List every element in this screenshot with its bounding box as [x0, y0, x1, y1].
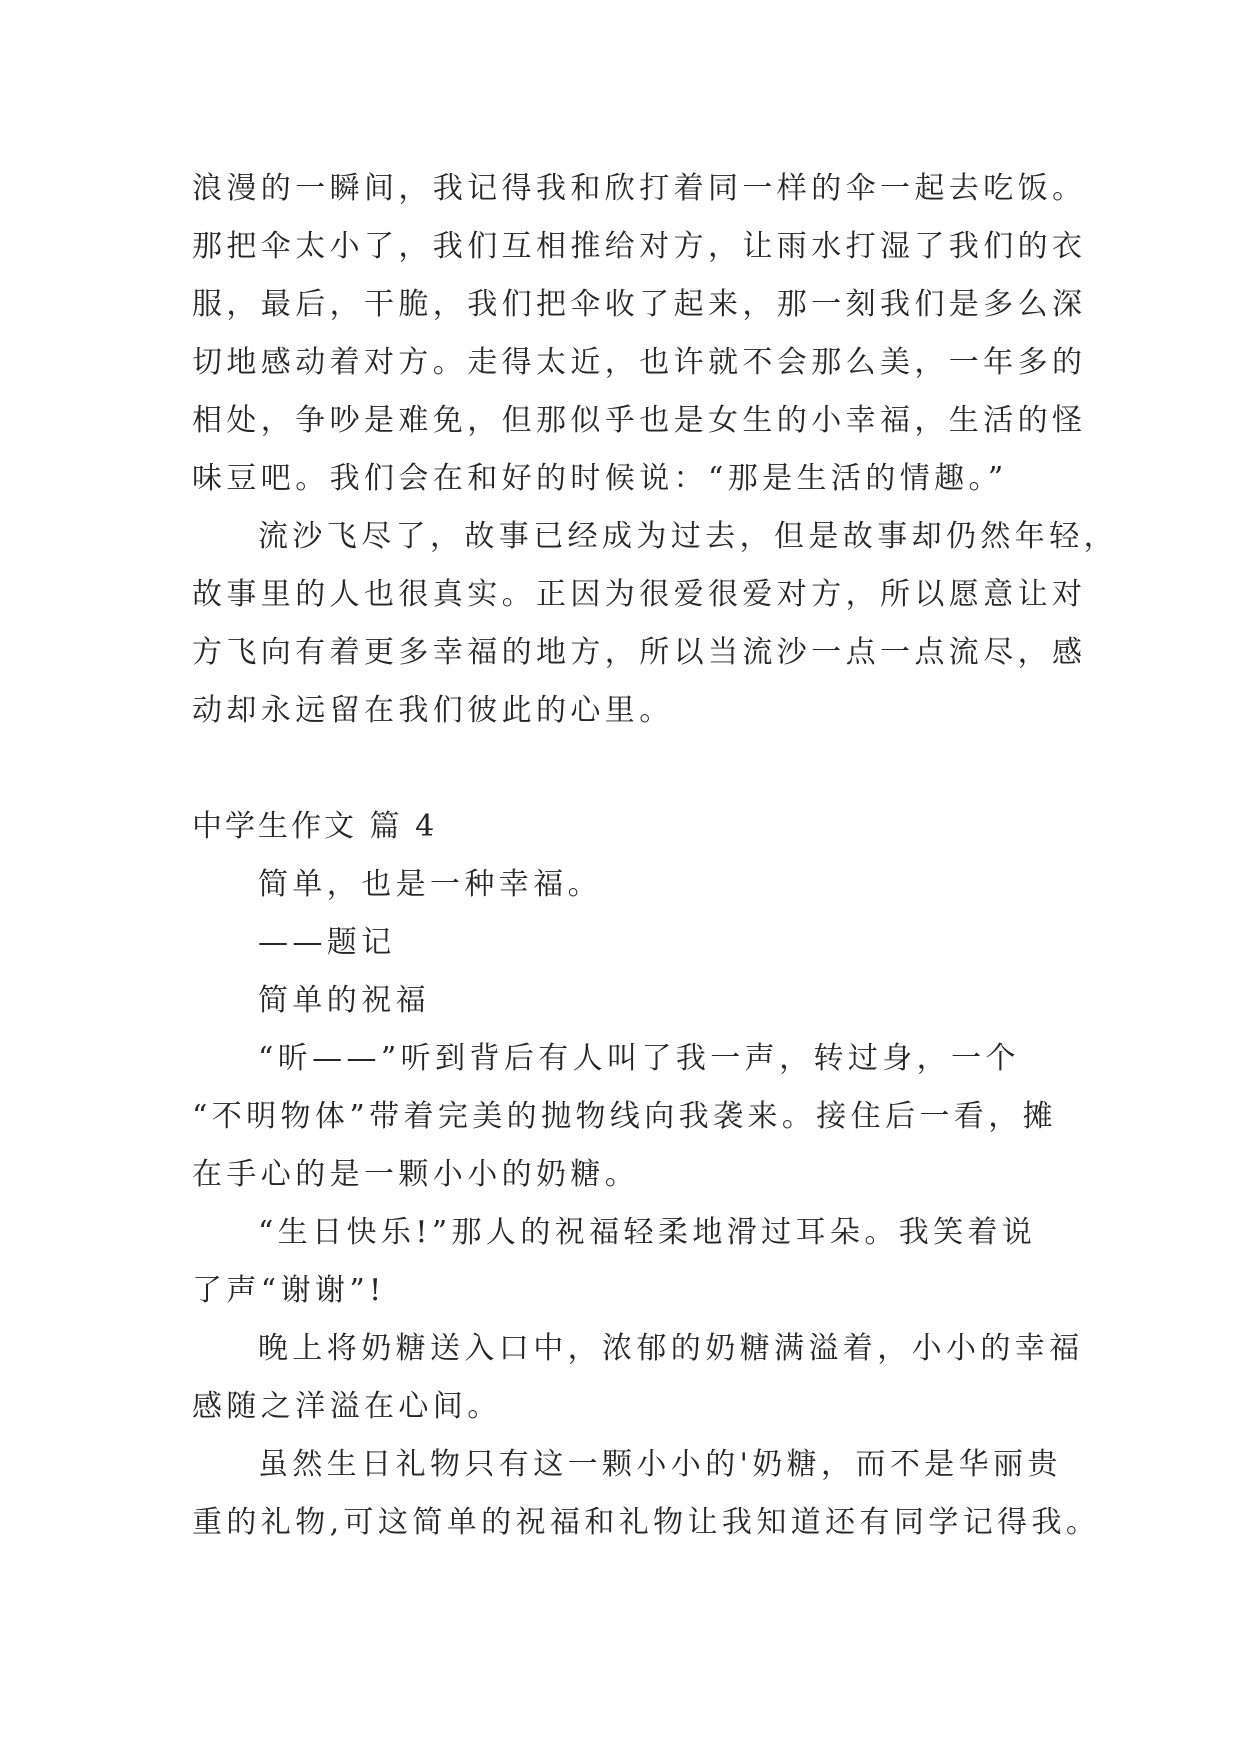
paragraph-line: 简单，也是一种幸福。	[258, 867, 602, 902]
paragraph-line: 虽然生日礼物只有这一颗小小的'奶糖，而不是华丽贵	[258, 1447, 1062, 1482]
paragraph-line: 味豆吧。我们会在和好的时候说：“那是生活的情趣。”	[192, 461, 1008, 496]
paragraph-line: 在手心的是一颗小小的奶糖。	[192, 1157, 640, 1192]
paragraph-line: ——题记	[258, 925, 396, 960]
paragraph-line: 切地感动着对方。走得太近，也许就不会那么美，一年多的	[192, 345, 1087, 380]
paragraph-line: 了声“谢谢”!	[192, 1273, 386, 1308]
paragraph-line: 故事里的人也很真实。正因为很爱很爱对方，所以愿意让对	[192, 577, 1087, 612]
paragraph-line: 服，最后，干脆，我们把伞收了起来，那一刻我们是多么深	[192, 287, 1087, 322]
section-heading: 中学生作文 篇 4	[192, 809, 438, 844]
paragraph-line: 方飞向有着更多幸福的地方，所以当流沙一点一点流尽，感	[192, 635, 1087, 670]
paragraph-line: 简单的祝福	[258, 983, 430, 1018]
paragraph-line: 流沙飞尽了，故事已经成为过去，但是故事却仍然年轻，	[258, 519, 1118, 554]
paragraph-line: 浪漫的一瞬间，我记得我和欣打着同一样的伞一起去吃饭。	[192, 171, 1087, 206]
paragraph-line: “不明物体”带着完美的抛物线向我袭来。接住后一看，摊	[192, 1099, 1058, 1134]
paragraph-line: 晚上将奶糖送入口中，浓郁的奶糖满溢着，小小的幸福	[258, 1331, 1084, 1366]
paragraph-line: 那把伞太小了，我们互相推给对方，让雨水打湿了我们的衣	[192, 229, 1087, 264]
paragraph-line: “昕——”听到背后有人叫了我一声，转过身，一个	[258, 1041, 1020, 1076]
document-page	[192, 160, 1118, 1552]
paragraph-line: 感随之洋溢在心间。	[192, 1389, 502, 1424]
paragraph-line: 动却永远留在我们彼此的心里。	[192, 693, 674, 728]
paragraph-line: “生日快乐!”那人的祝福轻柔地滑过耳朵。我笑着说	[258, 1215, 1037, 1250]
paragraph-line: 相处，争吵是难免，但那似乎也是女生的小幸福，生活的怪	[192, 403, 1087, 438]
paragraph-line: 重的礼物,可这简单的祝福和礼物让我知道还有同学记得我。	[192, 1505, 1101, 1540]
